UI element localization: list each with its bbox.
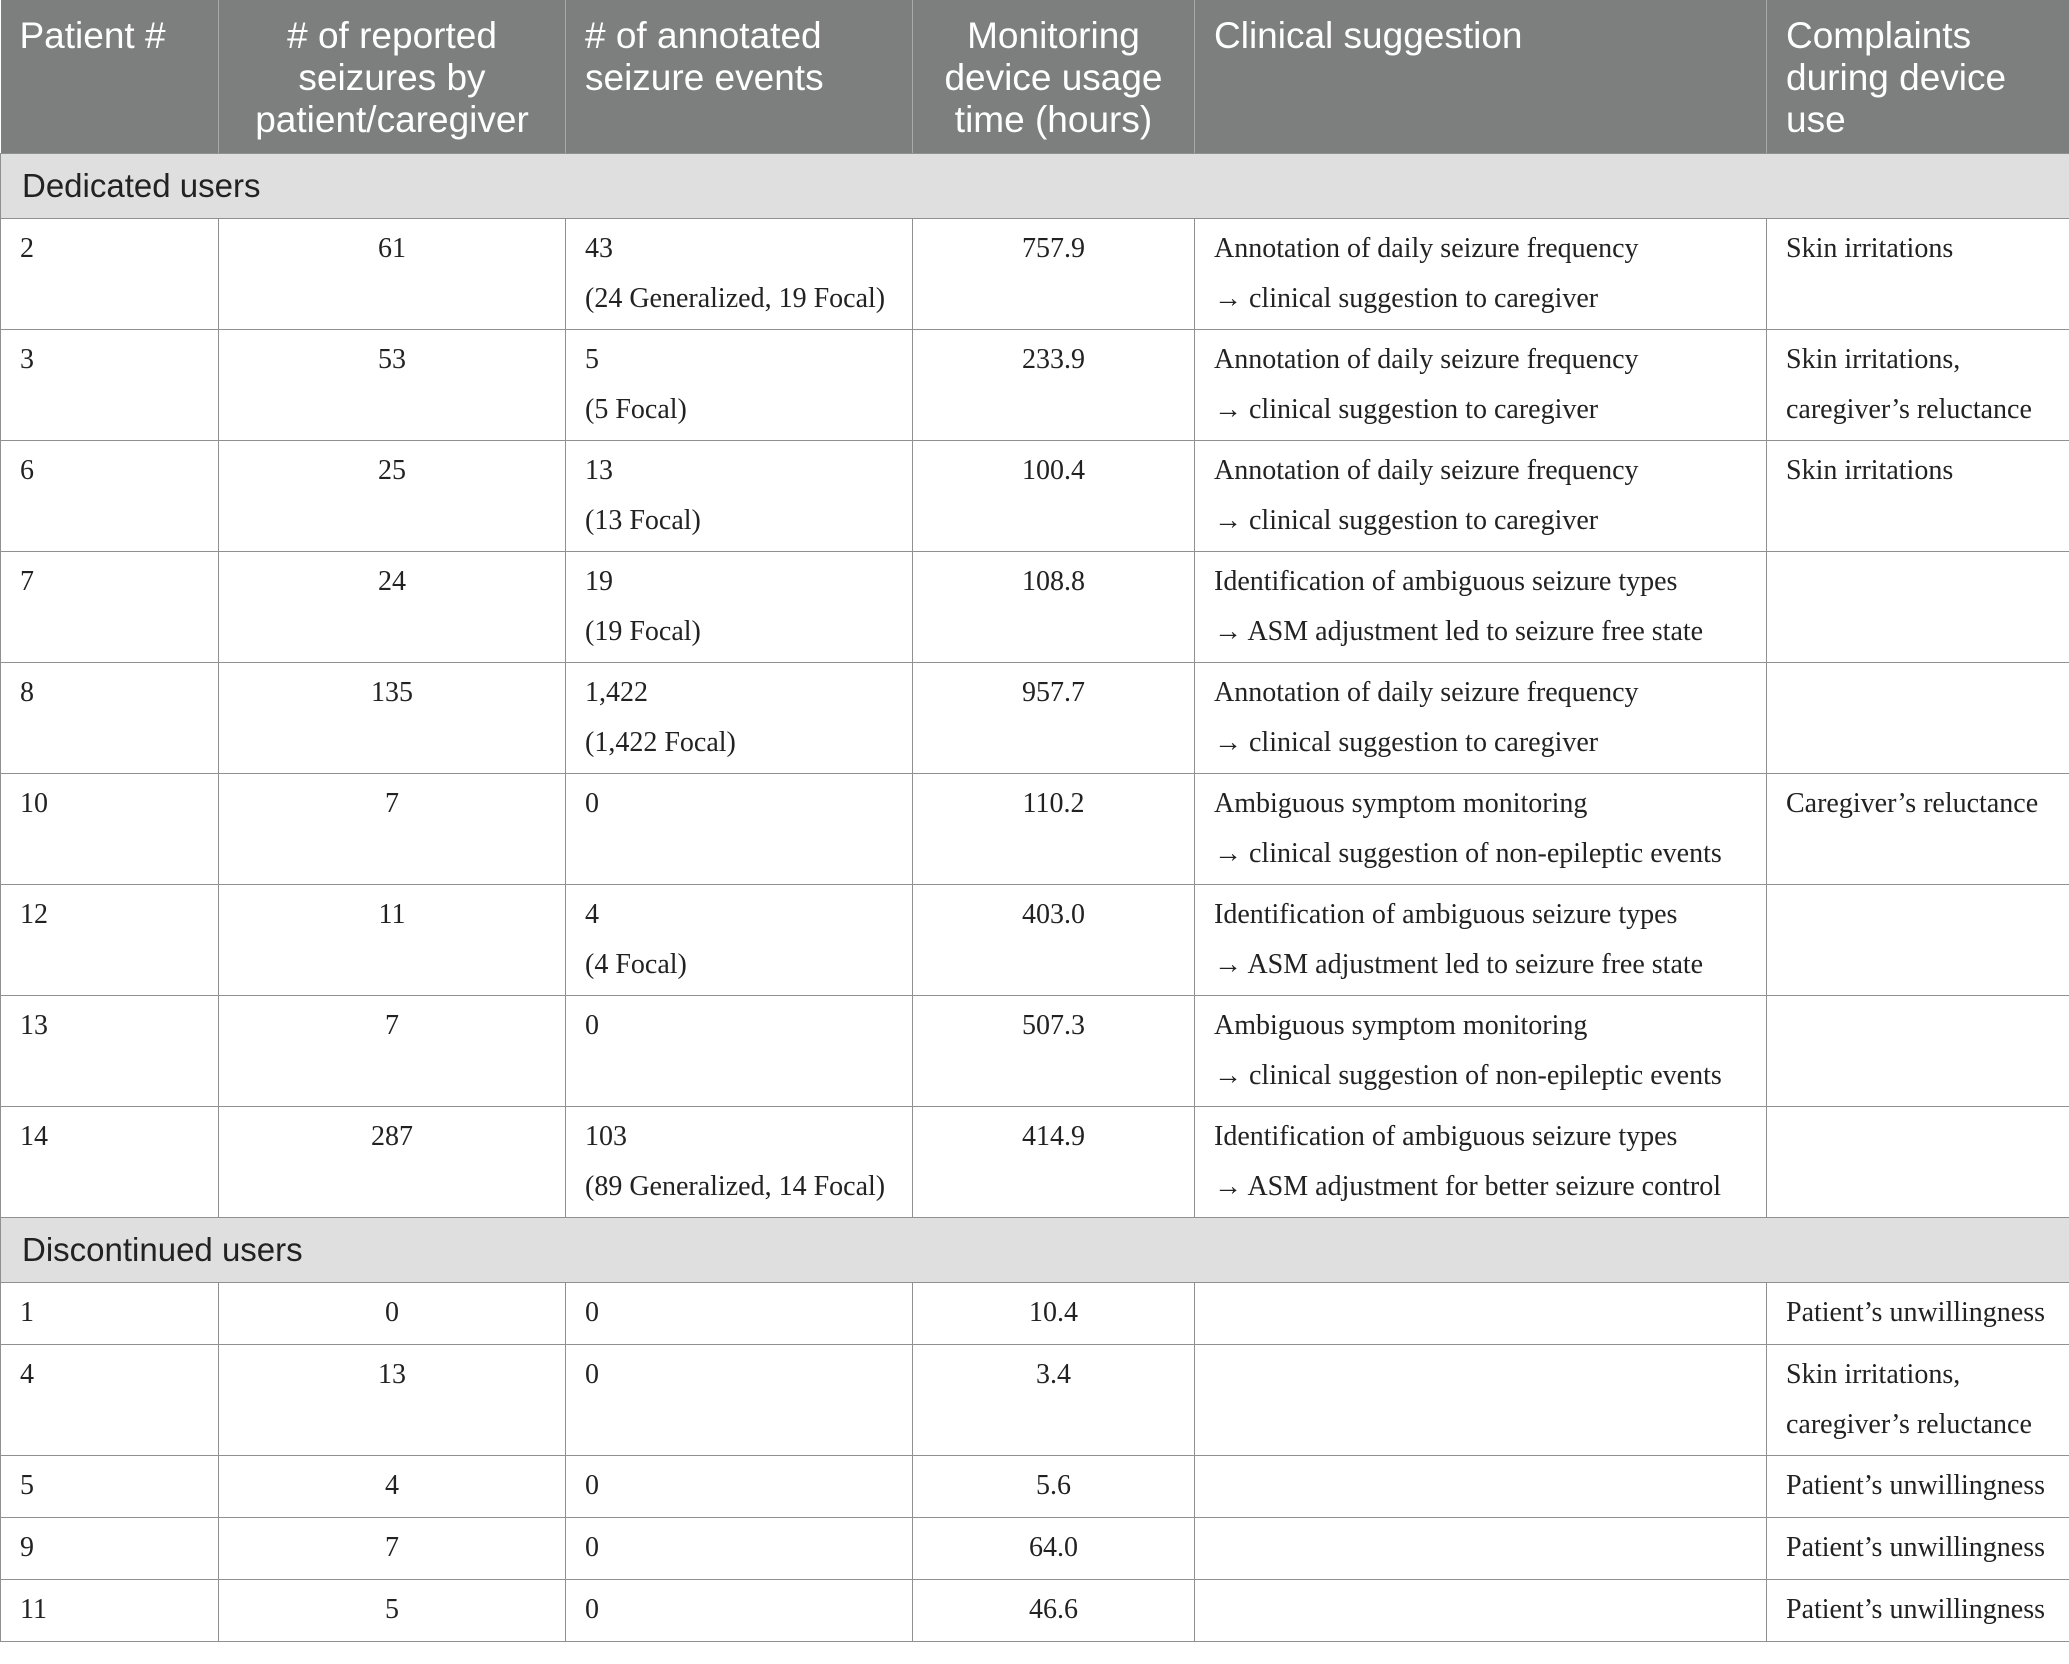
suggestion-cell [1195, 1107, 1767, 1218]
annotated-cell [566, 1580, 913, 1642]
annotated-cell-text: 13 [585, 455, 613, 486]
annotated-cell-text: (4 Focal) [585, 949, 687, 980]
reported-cell [219, 885, 566, 996]
patient-cell-text: 14 [20, 1121, 48, 1152]
annotated-cell-text: 1,422 [585, 677, 648, 708]
usage-cell-text: 46.6 [1029, 1594, 1078, 1625]
usage-cell-text: 3.4 [1036, 1359, 1071, 1390]
patient-cell-text: 6 [20, 455, 34, 486]
complaints-cell [1767, 1345, 2069, 1456]
annotated-cell-text: 5 [585, 344, 599, 375]
complaints-cell-text: Skin irritations, [1786, 1359, 1961, 1390]
complaints-cell-text: Skin irritations, [1786, 344, 1961, 375]
usage-cell-text: 100.4 [1022, 455, 1085, 486]
section-row-discontinued [1, 1218, 2069, 1283]
patient-cell [1, 1456, 219, 1518]
complaints-cell [1767, 774, 2069, 885]
complaints-cell [1767, 996, 2069, 1107]
usage-cell [913, 663, 1195, 774]
reported-cell [219, 552, 566, 663]
usage-cell [913, 774, 1195, 885]
annotated-cell [566, 774, 913, 885]
complaints-cell-text: Skin irritations [1786, 233, 1954, 264]
annotated-cell-text: (1,422 Focal) [585, 727, 736, 758]
header-annotated-events: # of annotated seizure events [566, 0, 913, 154]
suggestion-cell [1195, 552, 1767, 663]
patient-cell-text: 7 [20, 566, 34, 597]
usage-cell-text: 5.6 [1036, 1470, 1071, 1501]
usage-cell [913, 885, 1195, 996]
complaints-cell-text: caregiver’s reluctance [1786, 1409, 2032, 1440]
section-label-discontinued: Discontinued users [1, 1218, 2069, 1283]
suggestion-cell-text: → clinical suggestion to caregiver [1214, 727, 1599, 758]
table-row [1, 1456, 2069, 1518]
patient-cell [1, 1107, 219, 1218]
reported-cell-text: 13 [378, 1359, 406, 1390]
suggestion-cell-text: Ambiguous symptom monitoring [1214, 1010, 1588, 1041]
header-complaints: Complaints during device use [1767, 0, 2069, 154]
suggestion-cell-text: → clinical suggestion of non-epileptic events [1214, 1060, 1722, 1091]
suggestion-cell [1195, 330, 1767, 441]
suggestion-cell-text: Identification of ambiguous seizure types [1214, 1121, 1678, 1152]
header-row [1, 0, 2069, 154]
usage-cell [913, 1580, 1195, 1642]
usage-cell [913, 1456, 1195, 1518]
patient-cell-text: 10 [20, 788, 48, 819]
complaints-cell-text: Patient’s unwillingness [1786, 1532, 2045, 1563]
usage-cell [913, 1345, 1195, 1456]
reported-cell-text: 24 [378, 566, 406, 597]
suggestion-cell-text: → clinical suggestion of non-epileptic events [1214, 838, 1722, 869]
reported-cell-text: 287 [371, 1121, 413, 1152]
patient-cell [1, 552, 219, 663]
reported-cell-text: 0 [385, 1297, 399, 1328]
patient-cell-text: 13 [20, 1010, 48, 1041]
reported-cell-text: 25 [378, 455, 406, 486]
annotated-cell-text: 0 [585, 1359, 599, 1390]
usage-cell-text: 10.4 [1029, 1297, 1078, 1328]
reported-cell [219, 1456, 566, 1518]
complaints-cell [1767, 885, 2069, 996]
annotated-cell-text: (5 Focal) [585, 394, 687, 425]
annotated-cell-text: 0 [585, 1532, 599, 1563]
usage-cell [913, 1283, 1195, 1345]
section-label-dedicated: Dedicated users [1, 154, 2069, 219]
reported-cell [219, 441, 566, 552]
annotated-cell-text: (13 Focal) [585, 505, 701, 536]
table-row [1, 1518, 2069, 1580]
suggestion-cell [1195, 1456, 1767, 1518]
usage-cell [913, 552, 1195, 663]
reported-cell [219, 1283, 566, 1345]
patient-cell-text: 1 [20, 1297, 34, 1328]
suggestion-cell-text: Annotation of daily seizure frequency [1214, 344, 1639, 375]
reported-cell [219, 774, 566, 885]
annotated-cell [566, 1456, 913, 1518]
annotated-cell [566, 885, 913, 996]
suggestion-cell-text: → ASM adjustment led to seizure free state [1214, 616, 1704, 647]
complaints-cell [1767, 1283, 2069, 1345]
table-row [1, 552, 2069, 663]
table-row [1, 663, 2069, 774]
suggestion-cell [1195, 441, 1767, 552]
suggestion-cell-text: → clinical suggestion to caregiver [1214, 394, 1599, 425]
reported-cell-text: 7 [385, 788, 399, 819]
patient-cell [1, 1580, 219, 1642]
table-row [1, 1345, 2069, 1456]
suggestion-cell-text: Annotation of daily seizure frequency [1214, 677, 1639, 708]
usage-cell [913, 330, 1195, 441]
annotated-cell-text: 0 [585, 788, 599, 819]
reported-cell-text: 5 [385, 1594, 399, 1625]
annotated-cell-text: 43 [585, 233, 613, 264]
table-row [1, 996, 2069, 1107]
reported-cell-text: 61 [378, 233, 406, 264]
usage-cell-text: 110.2 [1022, 788, 1085, 819]
annotated-cell-text: 4 [585, 899, 599, 930]
table-row [1, 774, 2069, 885]
reported-cell [219, 1345, 566, 1456]
table-row [1, 1107, 2069, 1218]
reported-cell [219, 330, 566, 441]
header-clinical-suggestion: Clinical suggestion [1195, 0, 1767, 154]
annotated-cell-text: 0 [585, 1297, 599, 1328]
complaints-cell [1767, 552, 2069, 663]
complaints-cell [1767, 1580, 2069, 1642]
reported-cell [219, 1107, 566, 1218]
usage-cell-text: 233.9 [1022, 344, 1085, 375]
usage-cell [913, 1107, 1195, 1218]
suggestion-cell-text: Annotation of daily seizure frequency [1214, 233, 1639, 264]
complaints-cell-text: Patient’s unwillingness [1786, 1470, 2045, 1501]
suggestion-cell [1195, 1345, 1767, 1456]
usage-cell-text: 414.9 [1022, 1121, 1085, 1152]
patient-cell [1, 1345, 219, 1456]
reported-cell-text: 4 [385, 1470, 399, 1501]
annotated-cell [566, 552, 913, 663]
usage-cell-text: 507.3 [1022, 1010, 1085, 1041]
suggestion-cell-text: Annotation of daily seizure frequency [1214, 455, 1639, 486]
complaints-cell [1767, 1518, 2069, 1580]
suggestion-cell-text: Identification of ambiguous seizure types [1214, 899, 1678, 930]
annotated-cell-text: (24 Generalized, 19 Focal) [585, 283, 886, 314]
patient-cell-text: 5 [20, 1470, 34, 1501]
suggestion-cell [1195, 1283, 1767, 1345]
complaints-cell-text: Caregiver’s reluctance [1786, 788, 2039, 819]
annotated-cell [566, 1283, 913, 1345]
complaints-cell-text: Patient’s unwillingness [1786, 1297, 2045, 1328]
usage-cell [913, 996, 1195, 1107]
complaints-cell [1767, 1456, 2069, 1518]
table-row [1, 441, 2069, 552]
patient-cell [1, 996, 219, 1107]
reported-cell [219, 1580, 566, 1642]
reported-cell-text: 11 [378, 899, 406, 930]
table-row [1, 330, 2069, 441]
patient-cell-text: 4 [20, 1359, 34, 1390]
table-row [1, 1580, 2069, 1642]
annotated-cell [566, 1345, 913, 1456]
suggestion-cell [1195, 219, 1767, 330]
usage-cell [913, 1518, 1195, 1580]
annotated-cell-text: 0 [585, 1470, 599, 1501]
annotated-cell-text: 19 [585, 566, 613, 597]
header-reported-seizures: # of reported seizures by patient/caregiver [219, 0, 566, 154]
usage-cell-text: 64.0 [1029, 1532, 1078, 1563]
suggestion-cell-text: Identification of ambiguous seizure types [1214, 566, 1678, 597]
annotated-cell [566, 441, 913, 552]
reported-cell [219, 663, 566, 774]
suggestion-cell-text: → clinical suggestion to caregiver [1214, 505, 1599, 536]
header-patient: Patient # [1, 0, 219, 154]
patient-cell-text: 9 [20, 1532, 34, 1563]
complaints-cell [1767, 330, 2069, 441]
patient-cell-text: 12 [20, 899, 48, 930]
reported-cell-text: 135 [371, 677, 413, 708]
usage-cell-text: 108.8 [1022, 566, 1085, 597]
patient-cell-text: 3 [20, 344, 34, 375]
annotated-cell-text: (89 Generalized, 14 Focal) [585, 1171, 886, 1202]
reported-cell [219, 1518, 566, 1580]
usage-cell-text: 757.9 [1022, 233, 1085, 264]
usage-cell [913, 441, 1195, 552]
patient-cell [1, 885, 219, 996]
annotated-cell [566, 219, 913, 330]
patient-cell [1, 441, 219, 552]
patient-cell [1, 1283, 219, 1345]
complaints-cell [1767, 663, 2069, 774]
annotated-cell [566, 663, 913, 774]
section-row-dedicated [1, 154, 2069, 219]
reported-cell-text: 53 [378, 344, 406, 375]
annotated-cell [566, 1107, 913, 1218]
table-body [1, 154, 2069, 1642]
patient-cell [1, 663, 219, 774]
suggestion-cell [1195, 885, 1767, 996]
patient-cell [1, 219, 219, 330]
patient-cell [1, 330, 219, 441]
complaints-cell [1767, 441, 2069, 552]
complaints-cell [1767, 1107, 2069, 1218]
suggestion-cell-text: Ambiguous symptom monitoring [1214, 788, 1588, 819]
reported-cell [219, 996, 566, 1107]
annotated-cell-text: 103 [585, 1121, 627, 1152]
patient-cell-text: 8 [20, 677, 34, 708]
complaints-cell-text: caregiver’s reluctance [1786, 394, 2032, 425]
suggestion-cell [1195, 1518, 1767, 1580]
header-usage-time: Monitoring device usage time (hours) [913, 0, 1195, 154]
patient-cell [1, 1518, 219, 1580]
usage-cell [913, 219, 1195, 330]
annotated-cell [566, 1518, 913, 1580]
annotated-cell-text: 0 [585, 1594, 599, 1625]
complaints-cell-text: Skin irritations [1786, 455, 1954, 486]
complaints-cell-text: Patient’s unwillingness [1786, 1594, 2045, 1625]
annotated-cell [566, 996, 913, 1107]
table-row [1, 219, 2069, 330]
usage-cell-text: 403.0 [1022, 899, 1085, 930]
patient-cell-text: 11 [20, 1594, 47, 1625]
suggestion-cell [1195, 663, 1767, 774]
suggestion-cell-text: → ASM adjustment for better seizure control [1214, 1171, 1721, 1202]
suggestion-cell [1195, 1580, 1767, 1642]
table-header [1, 0, 2069, 154]
patient-cell-text: 2 [20, 233, 34, 264]
suggestion-cell [1195, 774, 1767, 885]
reported-cell [219, 219, 566, 330]
suggestion-cell-text: → clinical suggestion to caregiver [1214, 283, 1599, 314]
table-row [1, 885, 2069, 996]
suggestion-cell-text: → ASM adjustment led to seizure free state [1214, 949, 1704, 980]
annotated-cell [566, 330, 913, 441]
complaints-cell [1767, 219, 2069, 330]
table-row [1, 1283, 2069, 1345]
suggestion-cell [1195, 996, 1767, 1107]
usage-cell-text: 957.7 [1022, 677, 1085, 708]
reported-cell-text: 7 [385, 1532, 399, 1563]
patient-cell [1, 774, 219, 885]
annotated-cell-text: 0 [585, 1010, 599, 1041]
reported-cell-text: 7 [385, 1010, 399, 1041]
annotated-cell-text: (19 Focal) [585, 616, 701, 647]
